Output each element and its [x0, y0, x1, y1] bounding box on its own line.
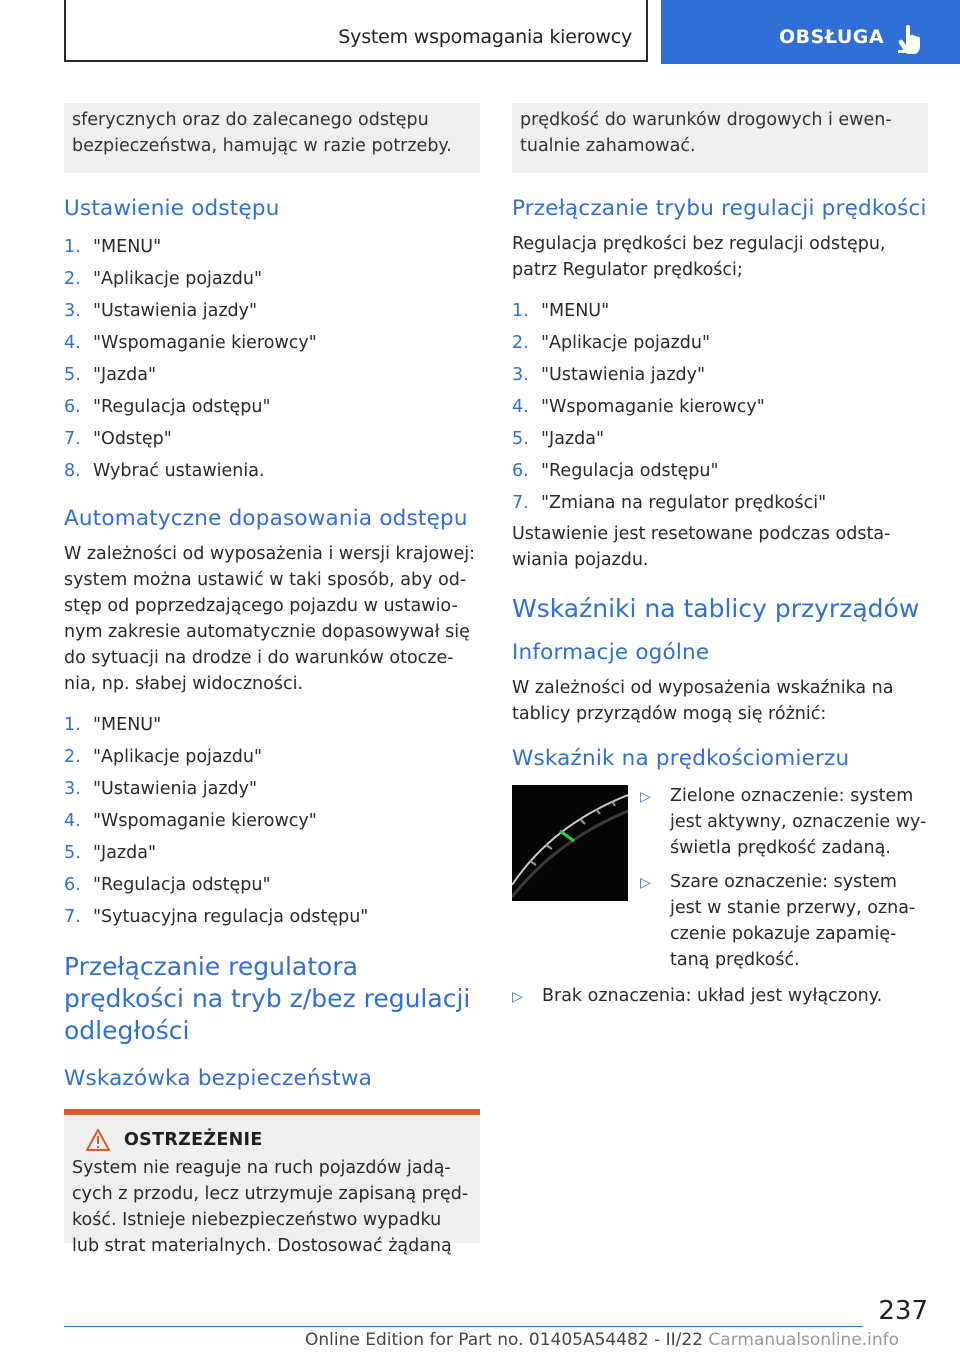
list-item: 1. "MENU": [512, 301, 610, 321]
indicators-heading: Wskaźniki na tablicy przyrządów: [512, 594, 920, 623]
section-label: OBSŁUGA: [779, 26, 885, 48]
chapter-title: System wspomagania kierowcy: [338, 26, 632, 48]
list-item: 3. "Ustawienia jazdy": [64, 779, 258, 799]
list-item: 5. "Jazda": [512, 429, 605, 449]
list-item: 1. "MENU": [64, 715, 162, 735]
footer-edition: Online Edition for Part no. 01405A54482 - II/22 Carmanualsonline.info: [305, 1330, 900, 1350]
list-item: ▷ Brak oznaczenia: układ jest wyłączony.: [512, 983, 928, 1010]
warning-box: [64, 1109, 480, 1256]
list-item: 6. "Regulacja odstępu": [64, 875, 271, 895]
list-item: ▷ Zielone oznaczenie: system jest aktywny, oznaczenie wy-świetla prędkość zadaną.: [640, 783, 928, 861]
set-distance-heading: Ustawienie odstępu: [64, 196, 280, 221]
speedometer-image: [512, 785, 628, 901]
list-item: 3. "Ustawienia jazdy": [64, 301, 258, 321]
footer-divider: [64, 1326, 863, 1327]
mode-switch-text: Regulacja prędkości bez regulacji odstępu, patrz Regulator prędkości;: [512, 234, 886, 280]
list-item: 2. "Aplikacje pojazdu": [512, 333, 711, 353]
auto-adjust-heading: Automatyczne dopasowania odstępu: [64, 506, 468, 531]
switch-regulator-heading: Przełączanie regulatora prędkości na tryb z/bez regulacji odległości: [64, 952, 471, 1045]
section-tab: [661, 0, 960, 64]
continuation-box: prędkość do warunków drogowych i ewen-tualnie zahamować.: [512, 103, 928, 173]
warning-text: System nie reaguje na ruch pojazdów jadą-cych z przodu, lecz utrzymuje zapisaną pręd-kość. Istnieje niebezpieczeństwo wypadku lub strat materialnych. Dostosować żądaną: [72, 1158, 469, 1256]
hand-pointer-icon: [898, 24, 924, 54]
speedometer-heading: Wskaźnik na prędkościomierzu: [512, 746, 850, 771]
list-item: 1. "MENU": [64, 237, 162, 257]
right-column: [512, 103, 928, 1018]
list-item: 7. "Odstęp": [64, 429, 172, 449]
general-info-text: W zależności od wyposażenia wskaźnika na tablicy przyrządów mogą się różnić:: [512, 678, 894, 724]
set-distance-steps: [64, 231, 480, 487]
left-column: [64, 103, 480, 1256]
mode-switch-heading: Przełączanie trybu regulacji prędkości: [512, 196, 927, 221]
chapter-tab: [64, 0, 648, 62]
bullet-triangle-icon: ▷: [640, 875, 651, 891]
general-info-heading: Informacje ogólne: [512, 640, 710, 665]
speedometer-bullets: [640, 783, 928, 981]
auto-adjust-steps: [64, 709, 480, 933]
auto-adjust-text: W zależności od wyposażenia i wersji krajowej: system można ustawić w taki sposób, aby od-stęp od poprzedzającego pojazdu w ustawio-nym zakresie automatycznie dopasowywał się do sytuacji na drodze i do warunków otocze-nia, np. słabej widoczności.: [64, 544, 476, 694]
list-item: 6. "Regulacja odstępu": [512, 461, 719, 481]
list-item: 6. "Regulacja odstępu": [64, 397, 271, 417]
list-item: 3. "Ustawienia jazdy": [512, 365, 706, 385]
list-item: 7. "Zmiana na regulator prędkości": [512, 493, 827, 513]
reset-note: Ustawienie jest resetowane podczas odsta-wiania pojazdu.: [512, 524, 891, 570]
mode-switch-steps: [512, 295, 928, 519]
list-item: 5. "Jazda": [64, 843, 157, 863]
list-item: 4. "Wspomaganie kierowcy": [512, 397, 765, 417]
list-item: 8. Wybrać ustawienia.: [64, 461, 265, 481]
page-number: 237: [878, 1296, 928, 1326]
watermark: Carmanualsonline.info: [708, 1330, 900, 1350]
list-item: ▷ Szare oznaczenie: system jest w stanie przerwy, ozna-czenie pokazuje zapamię-taną prędkość.: [640, 869, 928, 973]
list-item: 2. "Aplikacje pojazdu": [64, 269, 263, 289]
intro-box: sferycznych oraz do zalecanego odstępu bezpieczeństwa, hamując w razie potrzeby.: [64, 103, 480, 173]
warning-title: OSTRZEŻENIE: [124, 1130, 263, 1150]
warning-header: [86, 1129, 472, 1151]
list-item: 4. "Wspomaganie kierowcy": [64, 811, 317, 831]
list-item: 5. "Jazda": [64, 365, 157, 385]
page-header: [0, 0, 960, 66]
bullet-triangle-icon: ▷: [512, 989, 523, 1005]
list-item: 2. "Aplikacje pojazdu": [64, 747, 263, 767]
speedometer-figure-row: [512, 783, 928, 981]
safety-note-heading: Wskazówka bezpieczeństwa: [64, 1066, 372, 1091]
bullet-triangle-icon: ▷: [640, 789, 651, 805]
list-item: 4. "Wspomaganie kierowcy": [64, 333, 317, 353]
warning-triangle-icon: [86, 1129, 110, 1151]
list-item: 7. "Sytuacyjna regulacja odstępu": [64, 907, 369, 927]
